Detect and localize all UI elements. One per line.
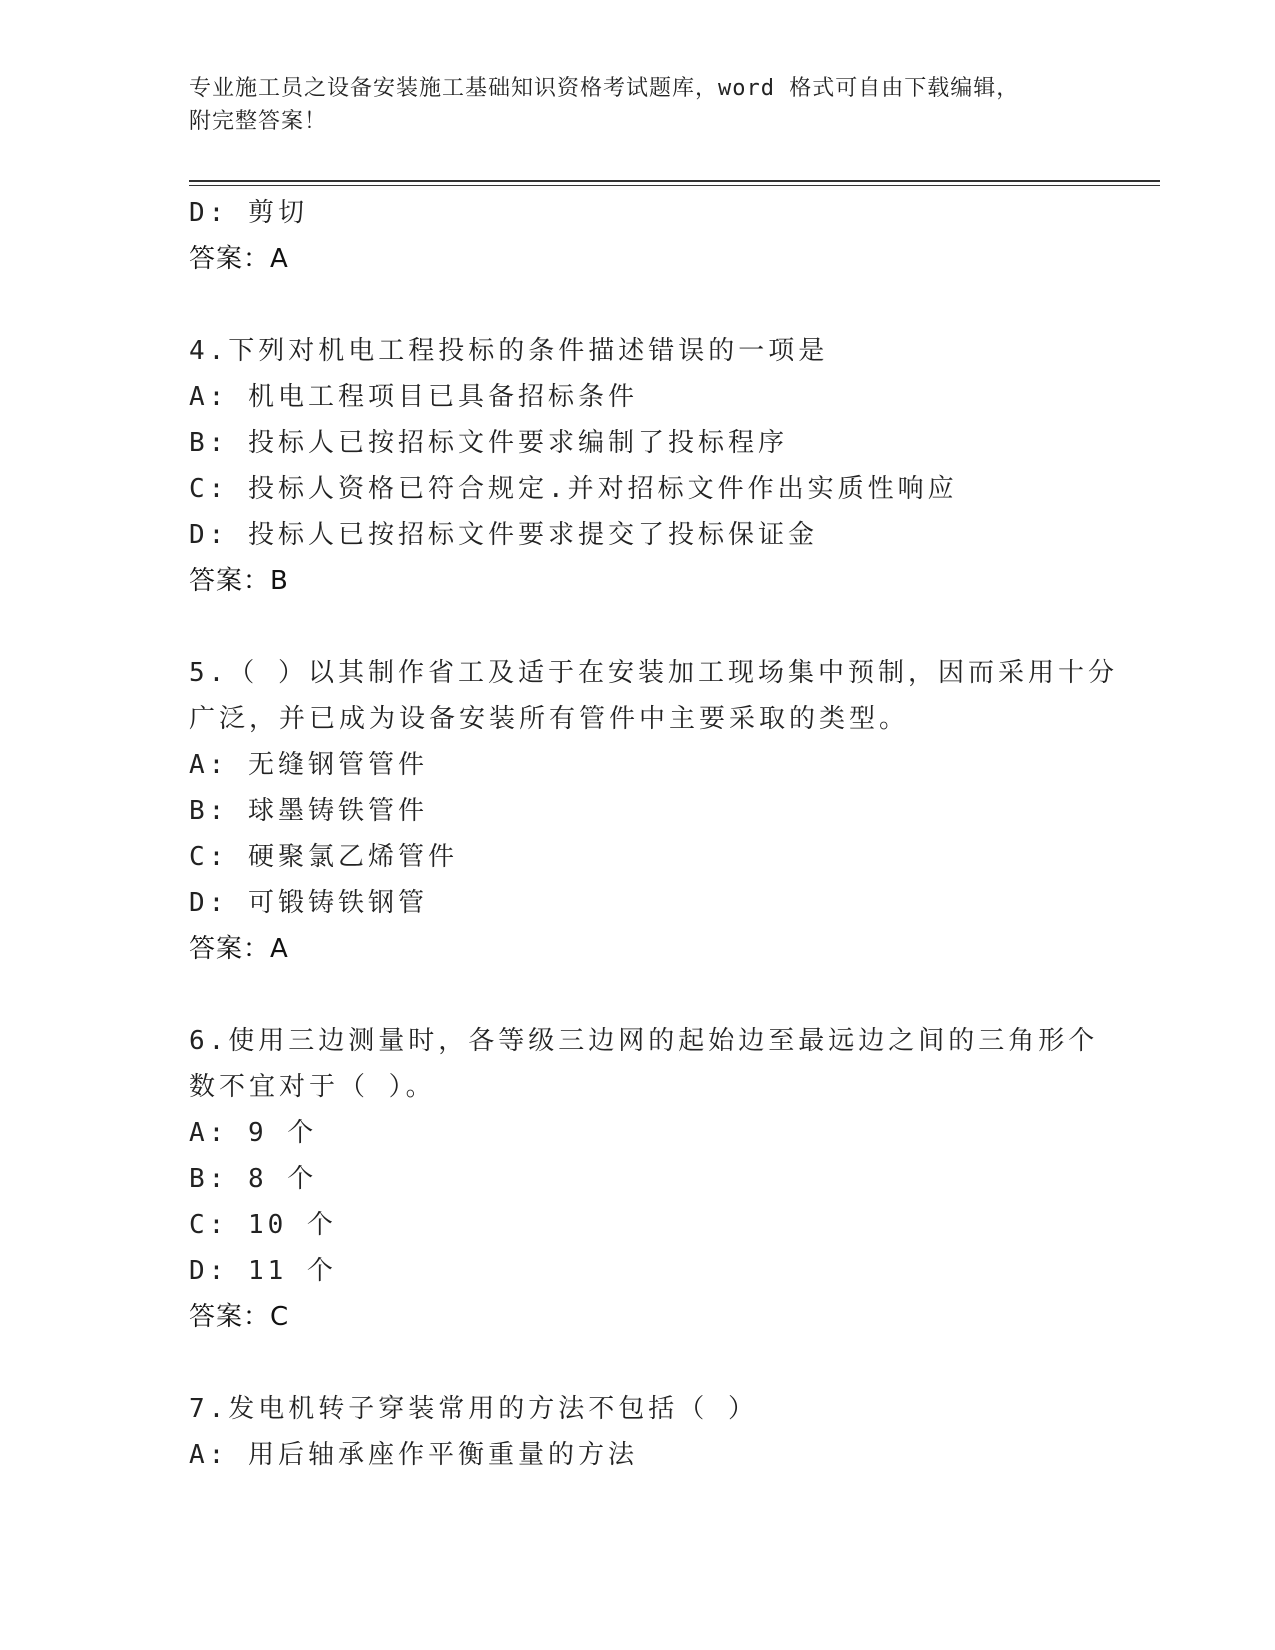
question-5 — [189, 650, 1118, 972]
answer-line: 答案：A — [189, 244, 289, 274]
answer-line: 答案：C — [189, 1302, 290, 1332]
header-divider — [189, 180, 1160, 182]
question-content — [189, 190, 1118, 1478]
question-7 — [189, 1386, 1089, 1478]
spacer — [189, 282, 1089, 328]
question-stem-line-2: 数不宜对于（ ）。 — [189, 1072, 436, 1102]
spacer — [189, 1340, 1089, 1386]
option-b: B: 投标人已按招标文件要求编制了投标程序 — [189, 428, 788, 458]
option-b: B: 球墨铸铁管件 — [189, 796, 428, 826]
option-a: A: 无缝钢管管件 — [189, 750, 428, 780]
answer-line: 答案：A — [189, 934, 289, 964]
header-title-line-1: 专业施工员之设备安装施工基础知识资格考试题库，word 格式可自由下载编辑， — [189, 76, 1020, 101]
header-title-line-2: 附完整答案！ — [189, 109, 328, 134]
answer-line: 答案：B — [189, 566, 289, 596]
spacer — [189, 972, 1089, 1018]
question-4 — [189, 328, 1089, 604]
question-3-tail — [189, 190, 1089, 282]
option-d: D: 11 个 — [189, 1256, 337, 1286]
spacer — [189, 604, 1089, 650]
page-header — [189, 72, 1129, 138]
question-stem-line-1: 5.（ ）以其制作省工及适于在安装加工现场集中预制，因而采用十分 — [189, 658, 1118, 688]
question-stem: 7.发电机转子穿装常用的方法不包括（ ） — [189, 1394, 758, 1424]
option-d: D: 可锻铸铁钢管 — [189, 888, 428, 918]
option-d: D: 剪切 — [189, 198, 308, 228]
option-c: C: 10 个 — [189, 1210, 337, 1240]
question-stem-line-1: 6.使用三边测量时，各等级三边网的起始边至最远边之间的三角形个 — [189, 1026, 1099, 1056]
option-d: D: 投标人已按招标文件要求提交了投标保证金 — [189, 520, 818, 550]
option-c: C: 硬聚氯乙烯管件 — [189, 842, 458, 872]
header-divider-thin — [189, 185, 1160, 186]
question-stem-line-2: 广泛，并已成为设备安装所有管件中主要采取的类型。 — [189, 704, 910, 734]
option-b: B: 8 个 — [189, 1164, 318, 1194]
option-a: A: 机电工程项目已具备招标条件 — [189, 382, 638, 412]
question-stem: 4.下列对机电工程投标的条件描述错误的一项是 — [189, 336, 829, 366]
option-a: A: 9 个 — [189, 1118, 318, 1148]
question-6 — [189, 1018, 1099, 1340]
option-c: C: 投标人资格已符合规定.并对招标文件作出实质性响应 — [189, 474, 958, 504]
option-a: A: 用后轴承座作平衡重量的方法 — [189, 1440, 638, 1470]
